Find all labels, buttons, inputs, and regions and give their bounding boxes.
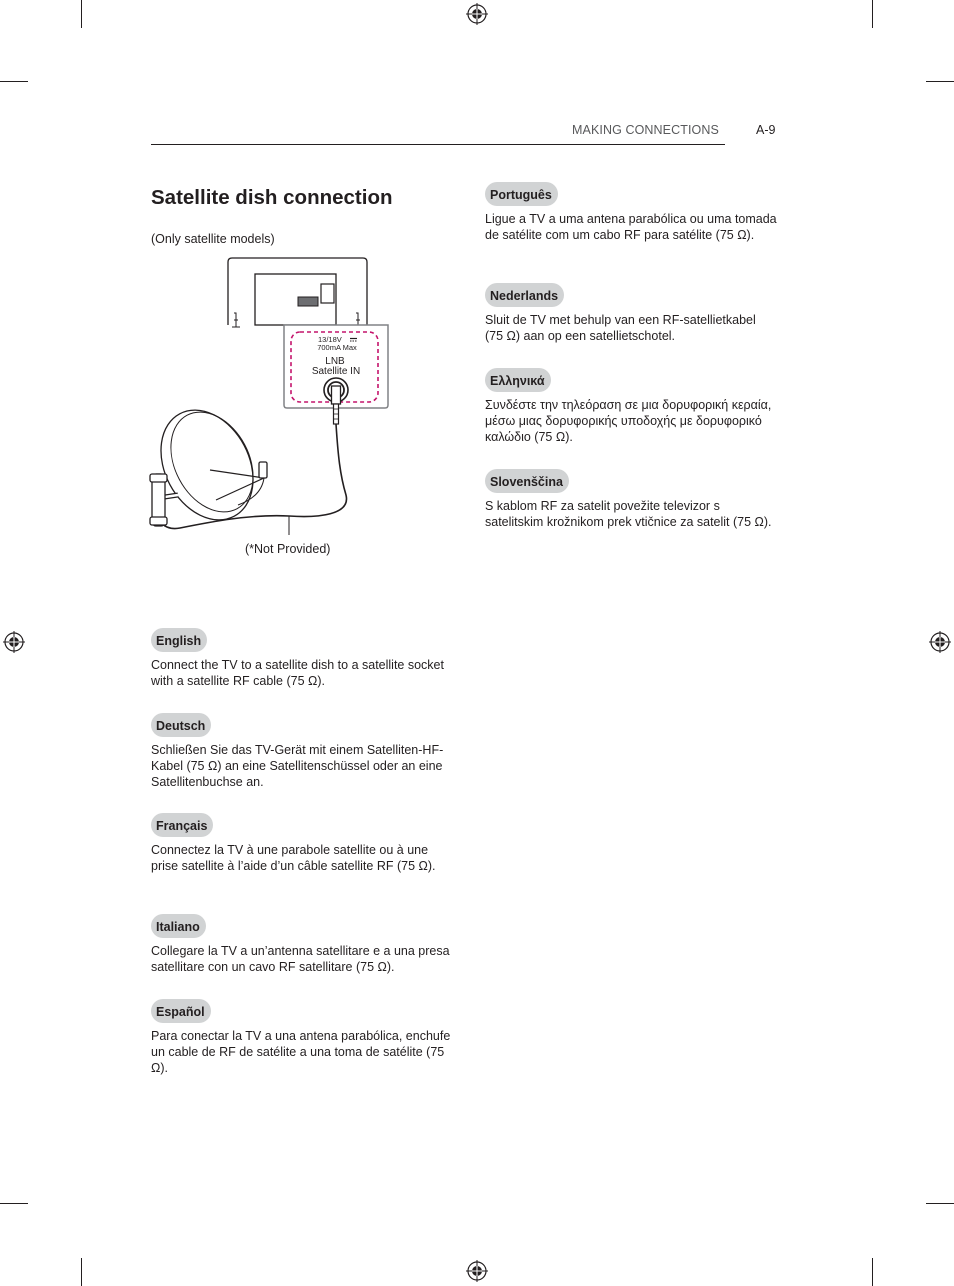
registration-mark-icon xyxy=(3,631,25,653)
page-number: A-9 xyxy=(756,123,776,137)
lang-label-slovenscina: Slovenščina xyxy=(485,469,569,493)
crop-mark xyxy=(926,1203,954,1204)
tv-port-block-icon xyxy=(298,297,318,306)
registration-mark-icon xyxy=(466,3,488,25)
tv-back-icon xyxy=(228,258,367,327)
lang-label-portugues: Português xyxy=(485,182,558,206)
lang-text-deutsch: Schließen Sie das TV-Gerät mit einem Satelliten-HF-Kabel (75 Ω) an eine Satellitenschüssel oder an eine Satellitenbuchse an. xyxy=(151,743,444,789)
lang-label-english: English xyxy=(151,628,207,652)
lang-block-francais xyxy=(151,813,451,874)
port-name-satellite-in: Satellite IN xyxy=(311,366,361,377)
crop-mark xyxy=(872,0,873,28)
header-rule xyxy=(151,144,725,145)
lang-label-espanol: Español xyxy=(151,999,211,1023)
satellite-connection-diagram xyxy=(140,250,405,535)
lang-text-francais: Connectez la TV à une parabole satellite ou à une prise satellite à l’aide d’un câble satellite RF (75 Ω). xyxy=(151,843,436,873)
lang-label-deutsch: Deutsch xyxy=(151,713,211,737)
page-title: Satellite dish connection xyxy=(151,186,393,209)
lang-text-slovenscina: S kablom RF za satelit povežite televizor s satelitskim krožnikom prek vtičnice za satelit (75 Ω). xyxy=(485,499,772,529)
crop-mark xyxy=(81,1258,82,1286)
lang-text-espanol: Para conectar la TV a una antena parabólica, enchufe un cable de RF de satélite a una toma de satélite (75 Ω). xyxy=(151,1029,451,1075)
model-note: (Only satellite models) xyxy=(151,232,275,246)
lang-text-italiano: Collegare la TV a un’antenna satellitare e a una presa satellitare con un cavo RF satellitare (75 Ω). xyxy=(151,944,450,974)
lang-block-english xyxy=(151,628,451,689)
lang-label-francais: Français xyxy=(151,813,213,837)
lang-block-portugues xyxy=(485,182,777,243)
lang-label-nederlands: Nederlands xyxy=(485,283,564,307)
lang-label-ellinika: Ελληνικά xyxy=(485,368,551,392)
lang-block-ellinika xyxy=(485,368,777,445)
lang-block-deutsch xyxy=(151,713,451,790)
crop-mark xyxy=(0,81,28,82)
crop-mark xyxy=(926,81,954,82)
registration-mark-icon xyxy=(466,1260,488,1282)
crop-mark xyxy=(0,1203,28,1204)
satellite-dish-icon xyxy=(143,394,272,535)
lang-block-nederlands xyxy=(485,283,777,344)
running-header-section: MAKING CONNECTIONS xyxy=(572,123,719,137)
crop-mark xyxy=(81,0,82,28)
port-name-lnb: LNB xyxy=(325,356,345,367)
port-current-label: 700mA Max xyxy=(317,343,357,352)
tv-port-slot-icon xyxy=(321,284,334,303)
lang-block-slovenscina xyxy=(485,469,777,530)
figure-caption: (*Not Provided) xyxy=(245,542,331,556)
lang-text-nederlands: Sluit de TV met behulp van een RF-satellietkabel (75 Ω) aan op een satellietschotel. xyxy=(485,313,756,343)
lang-block-espanol xyxy=(151,999,451,1076)
lang-text-english: Connect the TV to a satellite dish to a satellite socket with a satellite RF cable (75 Ω). xyxy=(151,658,444,688)
port-voltage-label: 13/18V xyxy=(318,335,342,344)
registration-mark-icon xyxy=(929,631,951,653)
lang-text-portugues: Ligue a TV a uma antena parabólica ou uma tomada de satélite com um cabo RF para satélite (75 Ω). xyxy=(485,212,777,242)
lang-label-italiano: Italiano xyxy=(151,914,206,938)
crop-mark xyxy=(872,1258,873,1286)
lang-text-ellinika: Συνδέστε την τηλεόραση σε μια δορυφορική κεραία, μέσω μιας δορυφορικής υποδοχής με δορυφορικό καλώδιο (75 Ω). xyxy=(485,398,772,444)
lang-block-italiano xyxy=(151,914,456,975)
